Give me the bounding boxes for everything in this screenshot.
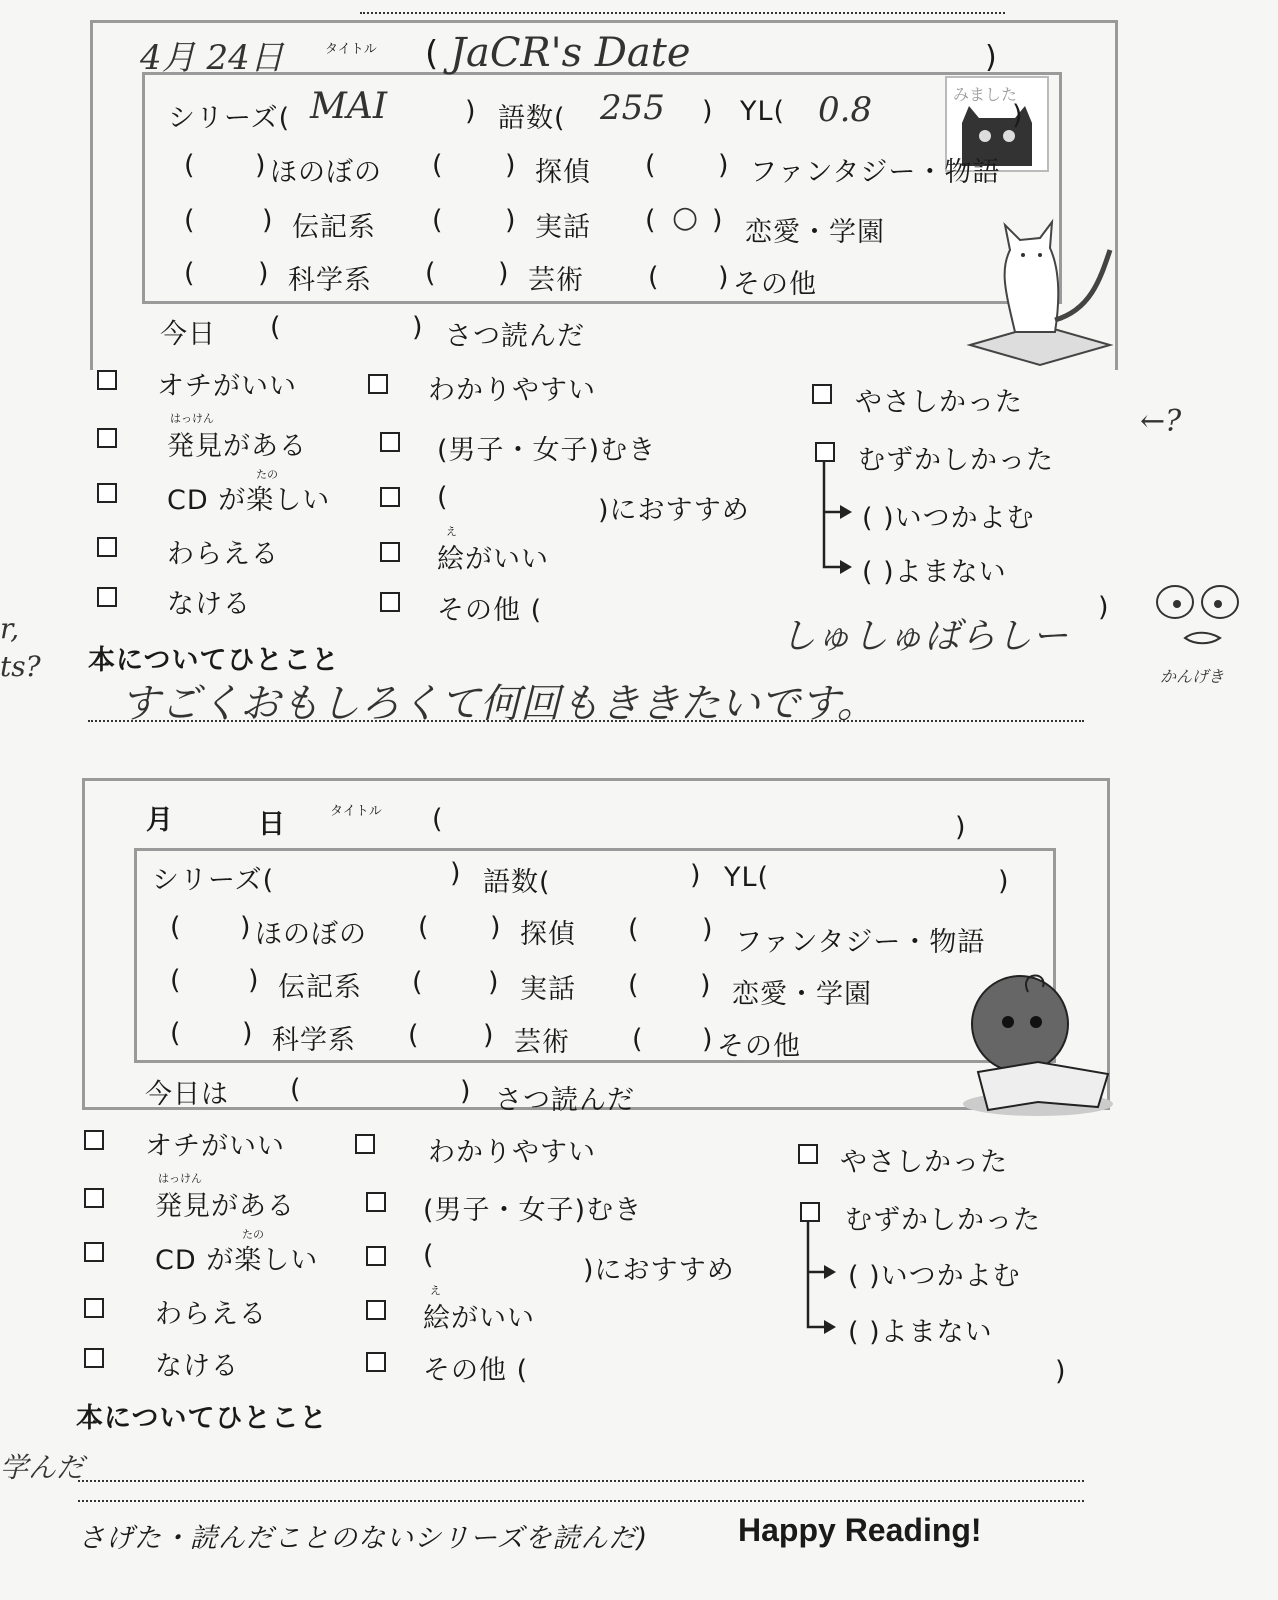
margin-left-note-2: ts? [0,650,41,683]
record2-words-label: 語数( [483,867,551,898]
genre-label-sonota: その他 [717,1031,801,1062]
genre-open: ( [628,914,640,945]
branch-arrow-icon [814,462,854,582]
ruby-tano: たの [242,1228,264,1241]
genre-close: ) [505,205,517,236]
genre-label-renai: 恋愛・学園 [732,979,872,1010]
record1-words-value[interactable]: 255 [600,88,665,128]
ruby-e: え [446,525,457,538]
check-label-nakeru: なける [155,1351,239,1382]
genre-circle-mark[interactable]: ○ [672,200,699,235]
genre-label-denki: 伝記系 [278,972,362,1003]
checkbox-cd[interactable] [84,1242,104,1262]
record2-today-label: 今日は [145,1079,229,1110]
genre-label-honobono: ほのぼの [255,919,367,950]
genre-open: ( [645,205,657,236]
genre-open: ( [648,262,660,293]
genre-close: ) [702,1024,714,1055]
record2-other-close: ) [1055,1356,1067,1387]
genre-label-jitsuwa: 実話 [535,212,591,243]
genre-close: ) [242,1018,254,1049]
check-label-wakariyasui: わかりやすい [428,1137,596,1168]
record1-comment-label: 本についてひとこと [88,645,340,676]
check-label-warael: わらえる [167,539,279,570]
genre-label-jitsuwa: 実話 [520,974,576,1005]
check-label-danshi: (男子・女子)むき [423,1195,643,1226]
branch-itsuka: ( )いつかよむ [862,503,1035,534]
ruby-tano: たの [256,468,278,481]
record2-title-label: タイトル [330,804,382,819]
genre-label-geijutsu: 芸術 [528,265,584,296]
difficulty-hard: むずかしかった [858,445,1054,476]
genre-open: ( [170,912,182,943]
check-label-danshi: (男子・女子)むき [437,435,657,466]
genre-label-honobono: ほのぼの [270,157,382,188]
checkbox-osusume[interactable] [380,487,400,507]
check-label-osusume-open: ( [437,482,449,513]
checkbox-e[interactable] [366,1300,386,1320]
check-label-e: 絵がいい [423,1303,535,1334]
checkbox-nakeru[interactable] [84,1348,104,1368]
checkbox-muzukashikatta[interactable] [815,442,835,462]
checkbox-wakariyasui[interactable] [368,374,388,394]
check-label-e: 絵がいい [437,544,549,575]
record2-today-open: ( [290,1074,302,1105]
genre-open: ( [645,150,657,181]
checkbox-cd[interactable] [97,483,117,503]
cat-on-book-illustration [960,210,1130,370]
checkbox-yasashikatta[interactable] [798,1144,818,1164]
check-label-cd: CD が楽しい [155,1245,319,1276]
record1-title-value[interactable]: JaCR's Date [450,30,691,76]
record1-comment-handwritten[interactable]: すごくおもしろくて何回もききたいです。 [120,681,877,727]
genre-open: ( [184,150,196,181]
checkbox-sonota[interactable] [366,1352,386,1372]
record1-words-close: ) [702,96,714,127]
genre-label-tantei: 探偵 [535,157,591,188]
difficulty-hard: むずかしかった [845,1205,1041,1236]
genre-open: ( [408,1020,420,1051]
top-dotted-line [360,12,1005,14]
record1-series-close: ) [465,96,477,127]
record2-day-label: 日 [258,809,286,840]
genre-close: ) [255,150,267,181]
margin-left-note-3: 学んだ [0,1451,85,1484]
check-label-hakken: 発見がある [167,431,307,462]
branch-arrow-icon [798,1222,838,1342]
ruby-e: え [430,1284,441,1297]
genre-close: ) [488,967,500,998]
checkbox-hakken[interactable] [84,1188,104,1208]
record1-today-open: ( [270,312,282,343]
checkbox-danshi[interactable] [366,1192,386,1212]
genre-close: ) [498,258,510,289]
record2-today-close: ) [460,1076,472,1107]
check-label-ochi: オチがいい [145,1131,285,1162]
margin-note-arrow: ←? [1140,404,1182,439]
face-doodle-icon [1150,580,1250,660]
check-label-cd: CD が楽しい [167,485,331,516]
check-label-osusume: )におすすめ [598,495,750,526]
genre-label-fantasy: ファンタジー・物語 [735,927,986,958]
branch-yomanai: ( )よまない [862,557,1007,588]
record1-title-close: ) [985,40,998,75]
record1-today-label: 今日 [160,319,216,350]
genre-label-geijutsu: 芸術 [514,1027,570,1058]
check-label-ochi: オチがいい [157,371,297,402]
checkbox-warael[interactable] [97,537,117,557]
checkbox-warael[interactable] [84,1298,104,1318]
record1-title-open: ( [425,34,440,74]
genre-open: ( [432,150,444,181]
margin-left-note-1: r, [0,612,20,645]
checkbox-yasashikatta[interactable] [812,384,832,404]
genre-open: ( [170,1018,182,1049]
genre-close: ) [718,150,730,181]
ruby-hakken: はっけん [158,1172,202,1185]
genre-label-tantei: 探偵 [520,919,576,950]
genre-label-denki: 伝記系 [292,212,376,243]
record2-title-close: ) [955,812,967,843]
checkbox-ochi[interactable] [97,370,117,390]
child-reading-illustration [948,962,1128,1122]
checkbox-danshi[interactable] [380,432,400,452]
footer-line [78,1500,1084,1502]
check-label-nakeru: なける [167,589,251,620]
check-label-sonota: その他 ( [437,595,543,626]
genre-open: ( [418,912,430,943]
checkbox-sonota[interactable] [380,592,400,612]
margin-note-kangeki: かんげき [1160,667,1225,686]
genre-open: ( [412,967,424,998]
record2-today-suffix: さつ読んだ [495,1085,635,1116]
check-label-sonota: その他 ( [423,1355,529,1386]
genre-open: ( [184,205,196,236]
record2-comment-label: 本についてひとこと [76,1403,328,1434]
record1-other-close: ) [1098,592,1110,623]
record1-today-suffix: さつ読んだ [445,321,585,352]
check-label-wakariyasui: わかりやすい [428,375,596,406]
checkbox-muzukashikatta[interactable] [800,1202,820,1222]
record2-words-close: ) [690,860,702,891]
record2-comment-line [78,1480,1084,1482]
check-label-osusume-open: ( [423,1240,435,1271]
stamp-label: みました [953,85,1018,104]
record2-series-label: シリーズ( [152,865,275,896]
genre-close: ) [700,970,712,1001]
genre-close: ) [258,258,270,289]
record1-title-label: タイトル [325,42,377,57]
genre-open: ( [184,258,196,289]
genre-label-sonota: その他 [733,269,817,300]
genre-close: ) [505,150,517,181]
checkbox-ochi[interactable] [84,1130,104,1150]
record1-other-handwritten[interactable]: しゅしゅばらしー [780,616,1069,657]
genre-close: ) [240,912,252,943]
record1-comment-line [88,720,1084,722]
branch-itsuka: ( )いつかよむ [848,1261,1021,1292]
genre-close: ) [712,205,724,236]
check-label-hakken: 発見がある [155,1191,295,1222]
difficulty-easy: やさしかった [840,1147,1008,1178]
record1-words-label: 語数( [498,103,566,134]
check-label-warael: わらえる [155,1299,267,1330]
footer-text: さげた・読んだことのないシリーズを読んだ) [78,1523,649,1554]
genre-label-kagaku: 科学系 [288,265,372,296]
check-label-osusume: )におすすめ [583,1255,735,1286]
branch-yomanai: ( )よまない [848,1317,993,1348]
genre-label-renai: 恋愛・学園 [745,217,885,248]
record2-title-open: ( [432,804,444,835]
genre-close: ) [702,914,714,945]
record2-series-close: ) [450,858,462,889]
genre-open: ( [425,258,437,289]
footer-happy-reading: Happy Reading! [738,1512,982,1548]
record2-yl-label: YL( [724,862,770,893]
genre-open: ( [170,965,182,996]
checkbox-nakeru[interactable] [97,587,117,607]
record1-yl-value[interactable]: 0.8 [818,90,873,130]
record1-yl-close: ) [1012,100,1024,131]
genre-close: ) [490,912,502,943]
record2-month-label: 月 [146,805,174,836]
record1-series-label: シリーズ( [168,103,291,134]
genre-close: ) [718,262,730,293]
difficulty-easy: やさしかった [855,387,1023,418]
record1-date: 4月 24日 [140,38,284,78]
genre-open: ( [632,1024,644,1055]
ruby-hakken: はっけん [170,412,214,425]
genre-label-kagaku: 科学系 [272,1025,356,1056]
genre-close: ) [262,205,274,236]
genre-close: ) [248,965,260,996]
checkbox-e[interactable] [380,542,400,562]
record1-yl-label: YL( [740,96,786,127]
genre-label-fantasy: ファンタジー・物語 [750,157,1001,188]
record1-today-close: ) [412,312,424,343]
genre-open: ( [628,970,640,1001]
genre-open: ( [432,205,444,236]
genre-close: ) [483,1020,495,1051]
checkbox-hakken[interactable] [97,428,117,448]
record2-yl-close: ) [998,866,1010,897]
record1-series-value[interactable]: MAI [310,86,388,127]
checkbox-wakariyasui[interactable] [355,1134,375,1154]
checkbox-osusume[interactable] [366,1246,386,1266]
